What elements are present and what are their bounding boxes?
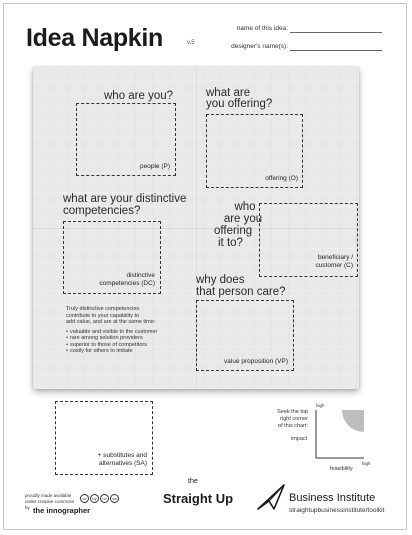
cc-icon: cc: [80, 494, 89, 503]
target-corner-shade: [342, 410, 364, 432]
paper-plane-icon: [256, 482, 286, 512]
cc-sa-icon: sa: [110, 494, 119, 503]
brand-straight-up: Straight Up: [163, 491, 234, 506]
beneficiary-box-label-2: customer (C): [315, 262, 353, 269]
competencies-explanation: [66, 306, 194, 355]
people-box-label: people (P): [140, 163, 170, 170]
y-axis-high-label: high: [316, 403, 325, 408]
beneficiary-question-4: it to?: [218, 237, 243, 249]
competencies-box-label-2: competencies (DC): [99, 280, 155, 287]
designers-label: designer's name(s):: [231, 43, 288, 50]
explanation-line-1: Truly distinctive competencies: [66, 306, 140, 312]
list-item: • costly for others to imitate: [66, 348, 194, 355]
y-axis-label: impact: [291, 436, 308, 442]
chart-note-1: Seek the top: [277, 409, 308, 415]
brand-business-institute: Business Institute: [289, 492, 376, 504]
competencies-box-label-1: distinctive: [126, 272, 155, 279]
beneficiary-question-1: who: [234, 201, 256, 213]
brand-the: the: [188, 478, 198, 485]
offering-box-label: offering (O): [265, 175, 298, 182]
who-question: who are you?: [104, 90, 174, 102]
x-axis-label: feasibility: [330, 466, 353, 472]
page-title: Idea Napkin: [26, 24, 164, 52]
explanation-line-2: contribute to your capability to: [66, 312, 140, 319]
version-label: v.5: [187, 40, 195, 46]
chart-note-2: right corner: [280, 416, 308, 422]
list-item: • rare among solution providers: [66, 335, 194, 342]
explanation-line-3: add value, and are at the same time:: [66, 319, 156, 325]
value-proposition-box-label: value proposition (VP): [224, 358, 288, 365]
brand-url[interactable]: straightupbusinessinstitute/toolkit: [289, 507, 385, 514]
idea-name-field[interactable]: [290, 32, 382, 33]
license-line-2: under creative commons: [25, 499, 75, 504]
competency-criteria-list: [66, 329, 194, 355]
offering-question-1: what are: [206, 87, 251, 99]
care-question-1: why does: [196, 274, 245, 286]
substitutes-label-1: + substitutes and: [97, 452, 147, 459]
idea-name-label: name of this idea:: [236, 25, 288, 32]
beneficiary-box-label-1: beneficiary /: [317, 254, 353, 261]
offering-question-2: you offering?: [206, 98, 273, 110]
feasibility-impact-chart: [314, 408, 366, 460]
license-line-1: proudly made available: [25, 493, 72, 498]
license-by: by: [25, 505, 30, 510]
list-item: • valuable and visible to the customer: [66, 329, 194, 336]
cc-by-icon: by: [90, 494, 99, 503]
substitutes-label-2: alternatives (SA): [98, 460, 147, 467]
chart-note-3: of this chart:: [278, 423, 308, 429]
competencies-question-2: competencies?: [63, 205, 141, 217]
care-question-2: that person care?: [196, 286, 286, 298]
cc-nc-icon: nc: [100, 494, 109, 503]
competencies-question-1: what are your distinctive: [63, 193, 187, 205]
designers-field[interactable]: [290, 50, 382, 51]
x-axis-high-label: high: [362, 461, 371, 466]
beneficiary-question-2: are you: [223, 213, 263, 225]
innographer-logo: the innographer: [33, 506, 91, 515]
beneficiary-question-3: offering: [214, 225, 253, 237]
list-item: • superior to those of competitors: [66, 342, 194, 349]
